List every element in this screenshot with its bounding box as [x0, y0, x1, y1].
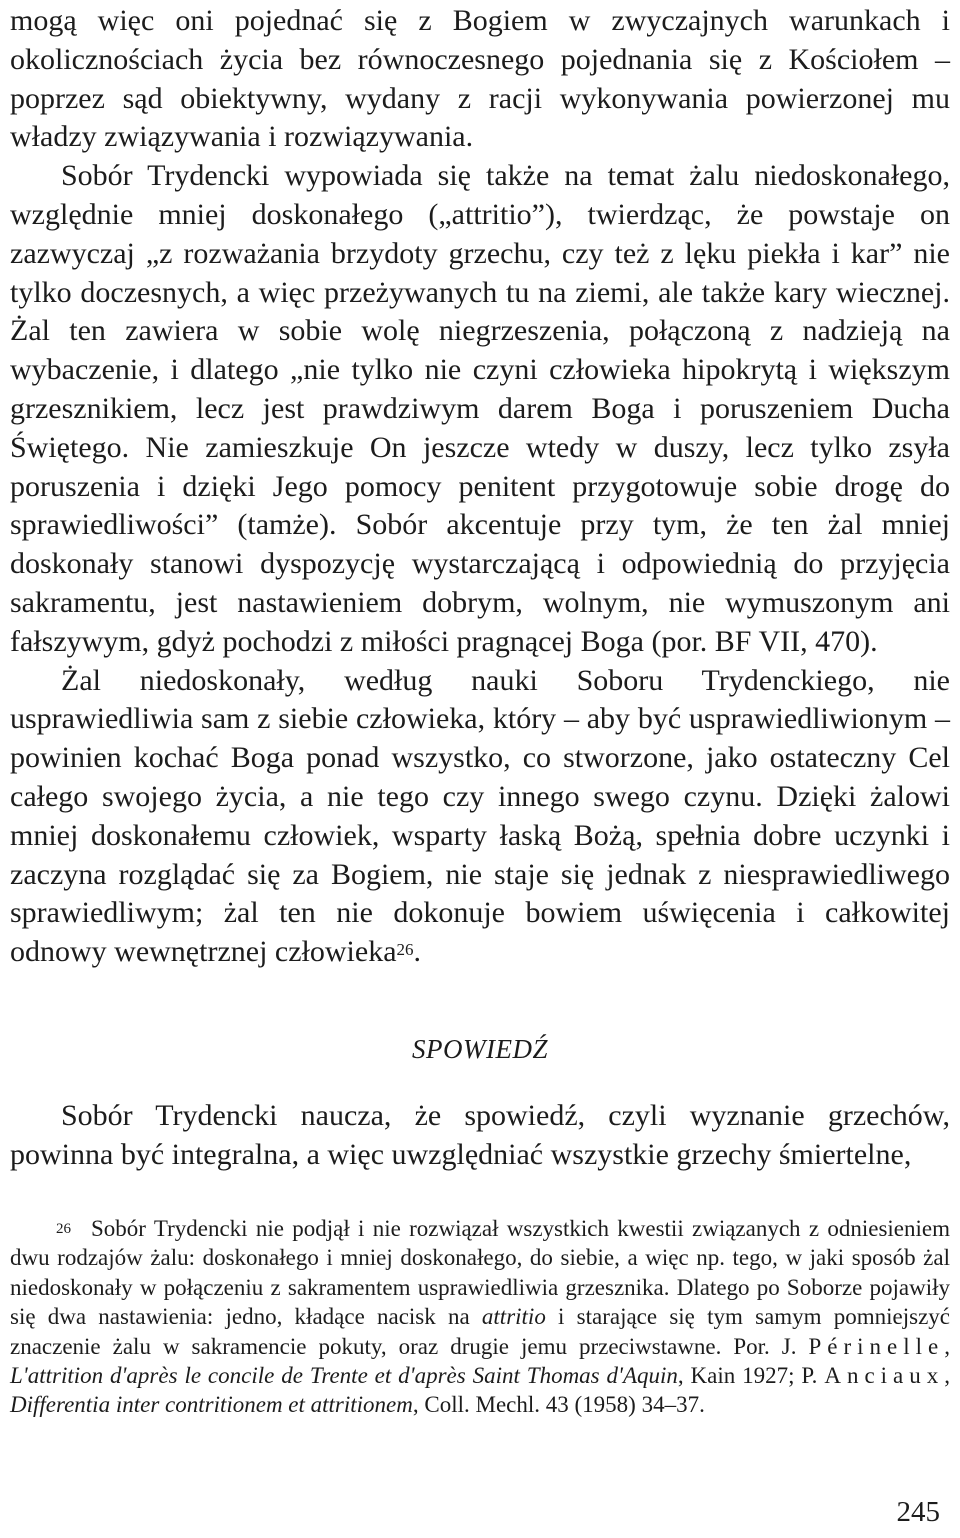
main-text-continued	[10, 1097, 950, 1175]
footnote-reference: 26	[396, 940, 414, 960]
section-heading: SPOWIEDŹ	[412, 1034, 548, 1064]
footnote-author: Anciaux	[824, 1363, 945, 1389]
page-number: 245	[896, 1496, 940, 1528]
footnote-text: ,	[944, 1333, 950, 1359]
footnote-title: L'attrition d'après le concile de Trente et d'après Saint Thomas d'Aquin	[10, 1363, 678, 1389]
footnote-text: i starające się tym samym pomniejszyć znaczenie żalu w sakramencie pokuty, oraz drugie jemu przeciwstawne. Por. J.	[10, 1304, 950, 1359]
main-text	[10, 2, 950, 972]
footnote-text: , Kain 1927; P.	[677, 1363, 825, 1389]
footnote-title: Differentia inter contritionem et attritionem	[10, 1392, 413, 1418]
footnote-26	[10, 1214, 950, 1420]
paragraph-end: .	[413, 935, 422, 969]
paragraph-text: Żal niedoskonały, według nauki Soboru Trydenckiego, nie usprawiedliwia sam z siebie człowieka, który – aby być usprawiedliwionym – powinien kochać Boga ponad wszystko, co stworzone, jako ostateczny Cel całego swojego życia, a nie tego czy innego swego czynu. Dzięki żalowi mniej doskonałemu człowiek, wsparty łaską Bożą, spełnia dobre uczynki i zaczyna rozglądać się za Bogiem, nie staje się jednak z niesprawiedliwego sprawiedliwym; żal ten nie dokonuje bowiem uświęcenia i całkowitej odnowy wewnętrznej człowieka	[10, 663, 950, 969]
paragraph-continued: mogą więc oni pojednać się z Bogiem w zwyczajnych warunkach i okolicznościach życia bez równoczesnego pojednania się z Kościołem – poprzez sąd obiektywny, wydany z racji wykonywania powierzonej mu władzy związywania i rozwiązywania.	[10, 4, 950, 154]
footnote-term: attritio	[481, 1304, 546, 1330]
footnote-number: 26	[56, 1221, 71, 1237]
footnote-text: ,	[944, 1363, 950, 1389]
paragraph-attritio: Sobór Trydencki wypowiada się także na temat żalu niedoskonałego, względnie mniej doskonałego („attritio”), twierdząc, że powstaje on zazwyczaj „z rozważania brzydoty grzechu, czy też z lęku piekła i kar” nie tylko doczesnych, a więc przeżywanych tu na ziemi, ale także kary wiecznej. Żal ten zawiera w sobie wolę niegrzeszenia, połączoną z nadzieją na wybaczenie, i dlatego „nie tylko nie czyni człowieka hipokrytą i większym grzesznikiem, lecz jest prawdziwym darem Boga i poruszeniem Ducha Świętego. Nie zamieszkuje On jeszcze wtedy w duszy, lecz tylko zsyła poruszenia i dzięki Jego pomocy penitent przygotowuje sobie drogę do sprawiedliwości” (tamże). Sobór akcentuje przy tym, że ten żal mniej doskonały stanowi dyspozycję wystarczającą i odpowiednią do przyjęcia sakramentu, jest nastawieniem dobrym, wolnym, nie wymuszonym ani fałszywym, gdyż pochodzi z miłości pragnącej Boga (por. BF VII, 470).	[10, 159, 950, 658]
paragraph-confession: Sobór Trydencki naucza, że spowiedź, czyli wyznanie grzechów, powinna być integralna, a więc uwzględniać wszystkie grzechy śmiertelne,	[10, 1099, 950, 1171]
footnote-text: , Coll. Mechl. 43 (1958) 34–37.	[412, 1392, 705, 1418]
footnotes	[10, 1214, 950, 1420]
paragraph-imperfect-contrition	[10, 662, 950, 972]
footnote-text: Sobór Trydencki nie podjął i nie rozwiązał wszystkich kwestii związanych z odniesieniem dwu rodzajów żalu: doskonałego i mniej doskonałego, do siebie, a więc np. tego, w jaki sposób żal niedoskonały w połączeniu z sakramentem usprawiedliwia grzesznika. Dlatego po Soborze pojawiły się dwa nastawienia: jedno, kładące nacisk na	[10, 1216, 950, 1330]
footnote-author: Périnelle	[808, 1333, 945, 1359]
